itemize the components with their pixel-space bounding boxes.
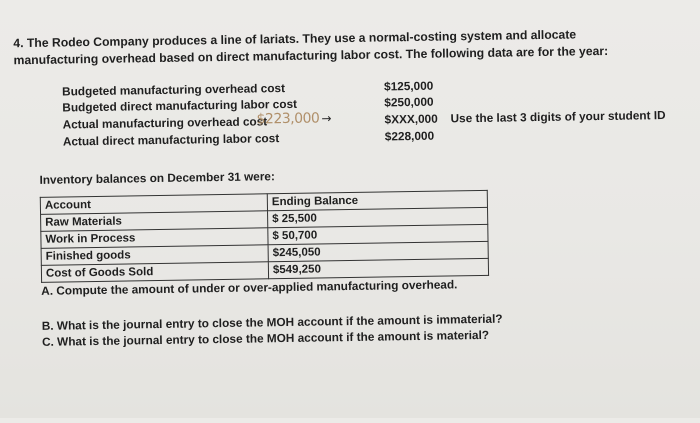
question-b: B. What is the journal entry to close the MOH account if the amount is immaterial? xyxy=(41,311,503,333)
table-cell-account: Cost of Goods Sold xyxy=(41,262,268,283)
data-amount-actual-overhead: $XXX,000 xyxy=(384,111,438,127)
table-cell-balance: $ 50,700 xyxy=(268,224,488,244)
table-cell-balance: $549,250 xyxy=(268,258,488,278)
table-cell-account: Work in Process xyxy=(41,228,268,249)
student-id-note: Use the last 3 digits of your student ID xyxy=(450,108,666,126)
data-label-actual-overhead: Actual manufacturing overhead cost xyxy=(62,114,268,132)
handwritten-value: $223,000 xyxy=(256,110,320,128)
data-amount-budgeted-labor: $250,000 xyxy=(384,94,434,110)
problem-statement: 4. The Rodeo Company produces a line of lariats. They use a normal-costing system and allocate manufacturing overhead based on direct manufacturing labor cost. The following data are for the year: xyxy=(13,27,609,68)
table-cell-account: Finished goods xyxy=(41,245,268,266)
arrow-icon: → xyxy=(321,111,332,126)
table-cell-balance: $245,050 xyxy=(268,241,488,261)
handwritten-annotation xyxy=(256,110,331,127)
data-label-actual-labor: Actual direct manufacturing labor cost xyxy=(62,131,280,149)
data-amount-actual-labor: $228,000 xyxy=(384,128,435,144)
question-a: A. Compute the amount of under or over-applied manufacturing overhead. xyxy=(41,277,458,298)
question-c: C. What is the journal entry to close the MOH account if the amount is material? xyxy=(41,327,490,349)
data-label-budgeted-overhead: Budgeted manufacturing overhead cost xyxy=(62,81,286,99)
table-header-ending-balance: Ending Balance xyxy=(267,190,487,210)
data-label-budgeted-labor: Budgeted direct manufacturing labor cost xyxy=(62,96,298,115)
table-cell-balance: $ 25,500 xyxy=(268,207,488,227)
table-cell-account: Raw Materials xyxy=(41,211,268,232)
table-header-account: Account xyxy=(40,194,267,215)
data-amount-budgeted-overhead: $125,000 xyxy=(383,78,434,94)
inventory-table xyxy=(40,190,489,283)
inventory-title: Inventory balances on December 31 were: xyxy=(39,169,275,187)
